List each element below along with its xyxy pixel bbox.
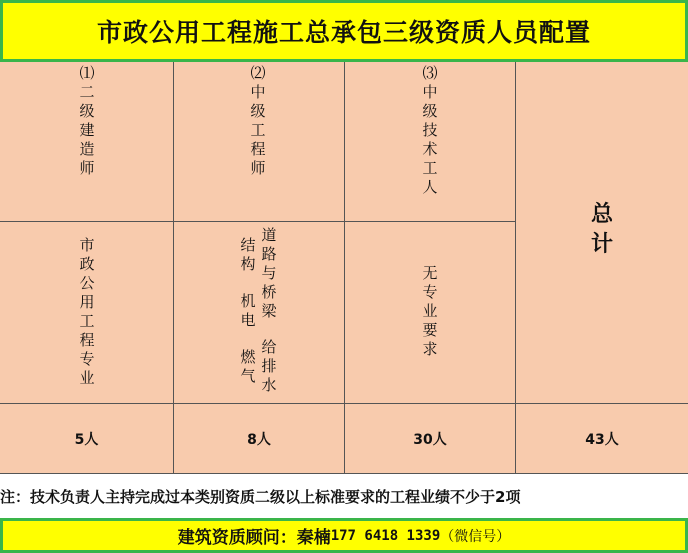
count-total: 43人	[585, 432, 619, 448]
column-header-intermediate-technician: ⑶ 中 级 技 术 工 人	[422, 64, 438, 196]
specialty-mechanical-electrical: 机 电	[240, 292, 256, 329]
count-level2-constructor: 5人	[74, 432, 99, 448]
column-header-intermediate-engineer: ⑵ 中 级 工 程 师	[250, 64, 266, 177]
page-title: 市政公用工程施工总承包三级资质人员配置	[0, 0, 688, 62]
count-intermediate-technician: 30人	[413, 432, 447, 448]
specialty-gas: 燃 气	[240, 348, 256, 385]
requirement-note: 注：技术负责人主持完成过本类别资质二级以上标准要求的工程业绩不少于2项	[0, 474, 688, 518]
contact-banner	[0, 518, 688, 553]
specialty-water-supply-drainage: 给 排 水	[261, 338, 277, 394]
specialty-structure: 结 构	[240, 236, 256, 273]
row-divider	[0, 221, 515, 222]
total-label: 总 计	[590, 202, 613, 257]
specialty-cell-no-requirement: 无 专 业 要 求	[422, 264, 438, 358]
phone-number: 177 6418 1339	[330, 527, 441, 544]
column-header-level2-constructor: ⑴ 二 级 建 造 师	[79, 64, 95, 177]
specialty-road-bridge: 道 路 与 桥 梁	[261, 226, 277, 320]
wechat-note: （微信号）	[440, 528, 511, 545]
consultant-label: 建筑资质顾问：秦楠	[177, 528, 331, 548]
specialty-cell-municipal: 市 政 公 用 工 程 专 业	[79, 236, 95, 387]
count-intermediate-engineer: 8人	[247, 432, 271, 448]
